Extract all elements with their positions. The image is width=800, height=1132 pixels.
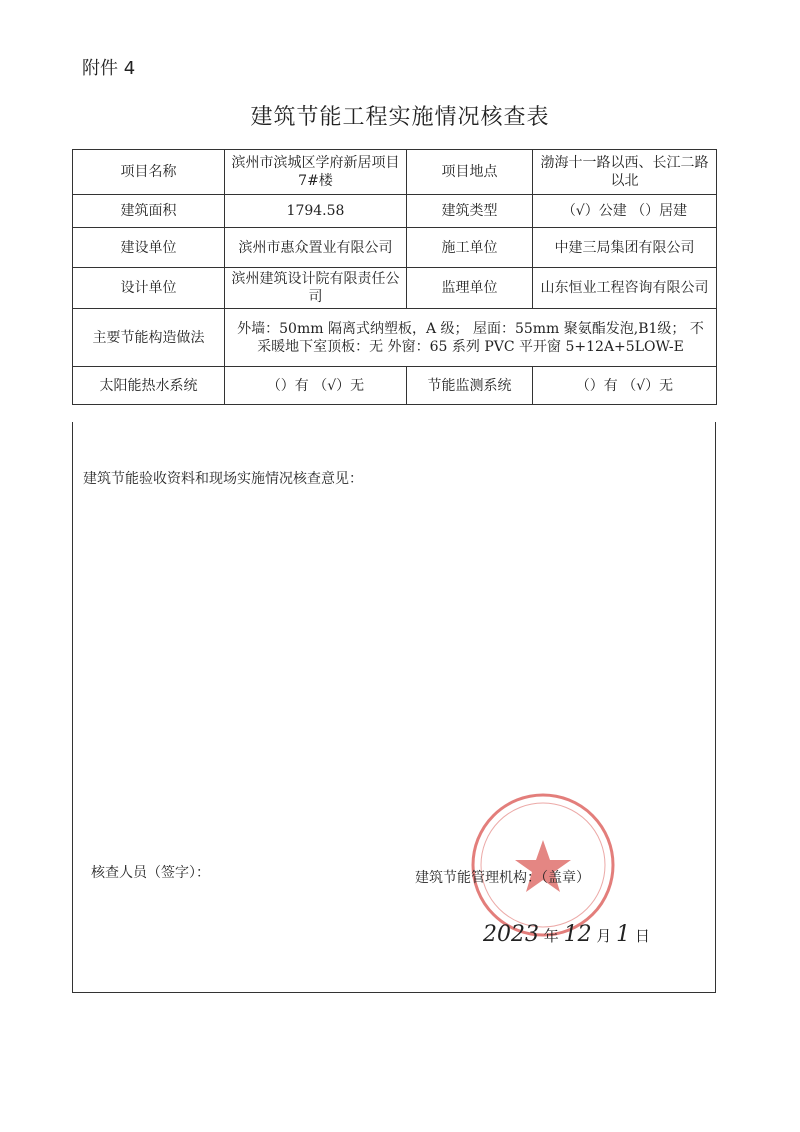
supervisor-value: 山东恒业工程咨询有限公司	[533, 268, 717, 309]
date-month-suffix: 月	[596, 927, 612, 945]
designer-value: 滨州建筑设计院有限责任公司	[225, 268, 407, 309]
table-row	[73, 367, 717, 405]
building-type-value: （√）公建 （）居建	[533, 195, 717, 228]
solar-label: 太阳能热水系统	[73, 367, 225, 405]
opinion-label: 建筑节能验收资料和现场实施情况核查意见：	[83, 471, 363, 487]
table-row	[73, 228, 717, 268]
constructor-label: 施工单位	[407, 228, 533, 268]
official-seal-icon	[468, 790, 618, 940]
monitoring-value: （）有 （√）无	[533, 367, 717, 405]
table-row	[73, 309, 717, 367]
monitoring-label: 节能监测系统	[407, 367, 533, 405]
table-row	[73, 150, 717, 195]
table-row	[73, 268, 717, 309]
measures-label: 主要节能构造做法	[73, 309, 225, 367]
opinion-section	[72, 422, 716, 993]
date-year: 2023	[483, 922, 539, 947]
developer-label: 建设单位	[73, 228, 225, 268]
building-area-value: 1794.58	[225, 195, 407, 228]
date-day: 1	[616, 922, 631, 947]
solar-value: （）有 （√）无	[225, 367, 407, 405]
measures-value: 外墙：50mm 隔离式纳塑板，A 级； 屋面：55mm 聚氨酯发泡,B1级； 不采暖地下室顶板：无 外窗：65 系列 PVC 平开窗 5+12A+5LOW-E	[225, 309, 717, 367]
supervisor-label: 监理单位	[407, 268, 533, 309]
date-month: 12	[563, 922, 592, 947]
inspector-label: 核查人员（签字）：	[91, 865, 210, 881]
project-location-value: 渤海十一路以西、长江二路以北	[533, 150, 717, 195]
project-name-label: 项目名称	[73, 150, 225, 195]
attachment-label: 附件 4	[82, 58, 136, 79]
project-name-value: 滨州市滨城区学府新居项目 7#楼	[225, 150, 407, 195]
date-year-suffix: 年	[543, 927, 559, 945]
building-area-label: 建筑面积	[73, 195, 225, 228]
check-table	[72, 149, 717, 405]
date-line	[483, 922, 650, 947]
date-day-suffix: 日	[634, 927, 650, 945]
page-title: 建筑节能工程实施情况核查表	[250, 105, 550, 130]
project-location-label: 项目地点	[407, 150, 533, 195]
developer-value: 滨州市惠众置业有限公司	[225, 228, 407, 268]
building-type-label: 建筑类型	[407, 195, 533, 228]
table-row	[73, 195, 717, 228]
constructor-value: 中建三局集团有限公司	[533, 228, 717, 268]
agency-label: 建筑节能管理机构：（盖章）	[415, 870, 590, 886]
designer-label: 设计单位	[73, 268, 225, 309]
